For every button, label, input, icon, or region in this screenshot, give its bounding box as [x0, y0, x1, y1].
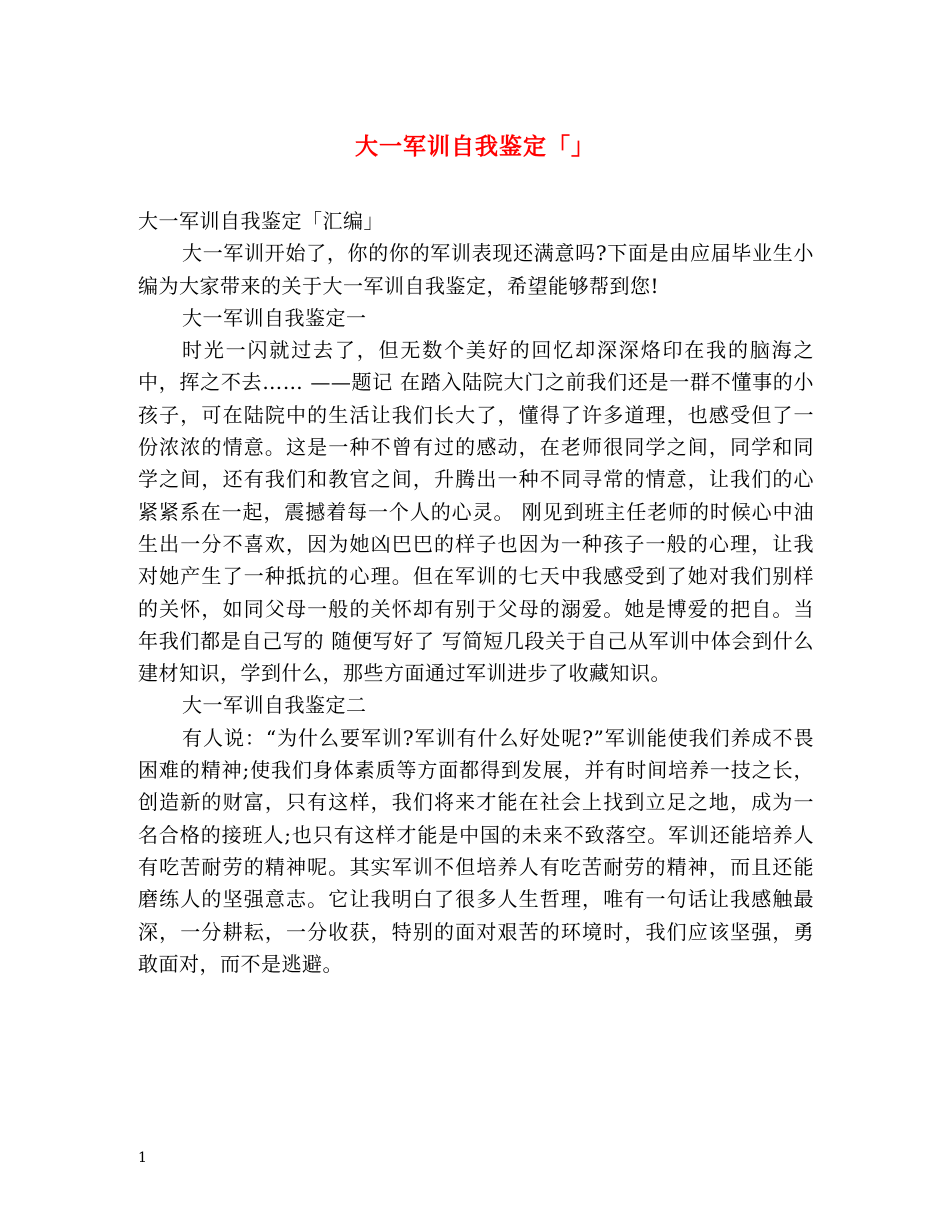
- document-body: [138, 205, 814, 980]
- paragraph-section-two: 有人说：“为什么要军训?军训有什么好处呢?”军训能使我们养成不畏困难的精神;使我们身体素质等方面都得到发展，并有时间培养一技之长，创造新的财富，只有这样，我们将来才能在社会上找到立足之地，成为一名合格的接班人;也只有这样才能是中国的未来不致落空。军训还能培养人有吃苦耐劳的精神呢。其实军训不但培养人有吃苦耐劳的精神，而且还能磨练人的坚强意志。它让我明白了很多人生哲理，唯有一句话让我感触最深，一分耕耘，一分收获，特别的面对艰苦的环境时，我们应该坚强，勇敢面对，而不是逃避。: [138, 725, 814, 976]
- paragraph-subtitle: 大一军训自我鉴定「汇编」: [138, 209, 384, 233]
- paragraph-intro: 大一军训开始了，你的你的军训表现还满意吗?下面是由应届毕业生小编为大家带来的关于大一军训自我鉴定，希望能够帮到您!: [138, 241, 814, 298]
- section-heading-one: 大一军训自我鉴定一: [182, 305, 367, 330]
- section-heading-two: 大一军训自我鉴定二: [182, 693, 367, 718]
- page-number: 1: [138, 1150, 147, 1166]
- paragraph-section-one: 时光一闪就过去了，但无数个美好的回忆却深深烙印在我的脑海之中，挥之不去…… ——题记 在踏入陆院大门之前我们还是一群不懂事的小孩子，可在陆院中的生活让我们长大了，懂得了许多道理，也感受但了一份浓浓的情意。这是一种不曾有过的感动，在老师很同学之间，同学和同学之间，还有我们和教官之间，升腾出一种不同寻常的情意，让我们的心紧紧系在一起，震撼着每一个人的心灵。 刚见到班主任老师的时候心中油生出一分不喜欢，因为她凶巴巴的样子也因为一种孩子一般的心理，让我对她产生了一种抵抗的心理。但在军训的七天中我感受到了她对我们别样的关怀，如同父母一般的关怀却有别于父母的溺爱。她是博爱的把自。当年我们都是自己写的 随便写好了 写简短几段关于自己从军训中体会到什么建材知识，学到什么，那些方面通过军训进步了收藏知识。: [138, 338, 814, 686]
- document-title: 大一军训自我鉴定「」: [355, 133, 595, 160]
